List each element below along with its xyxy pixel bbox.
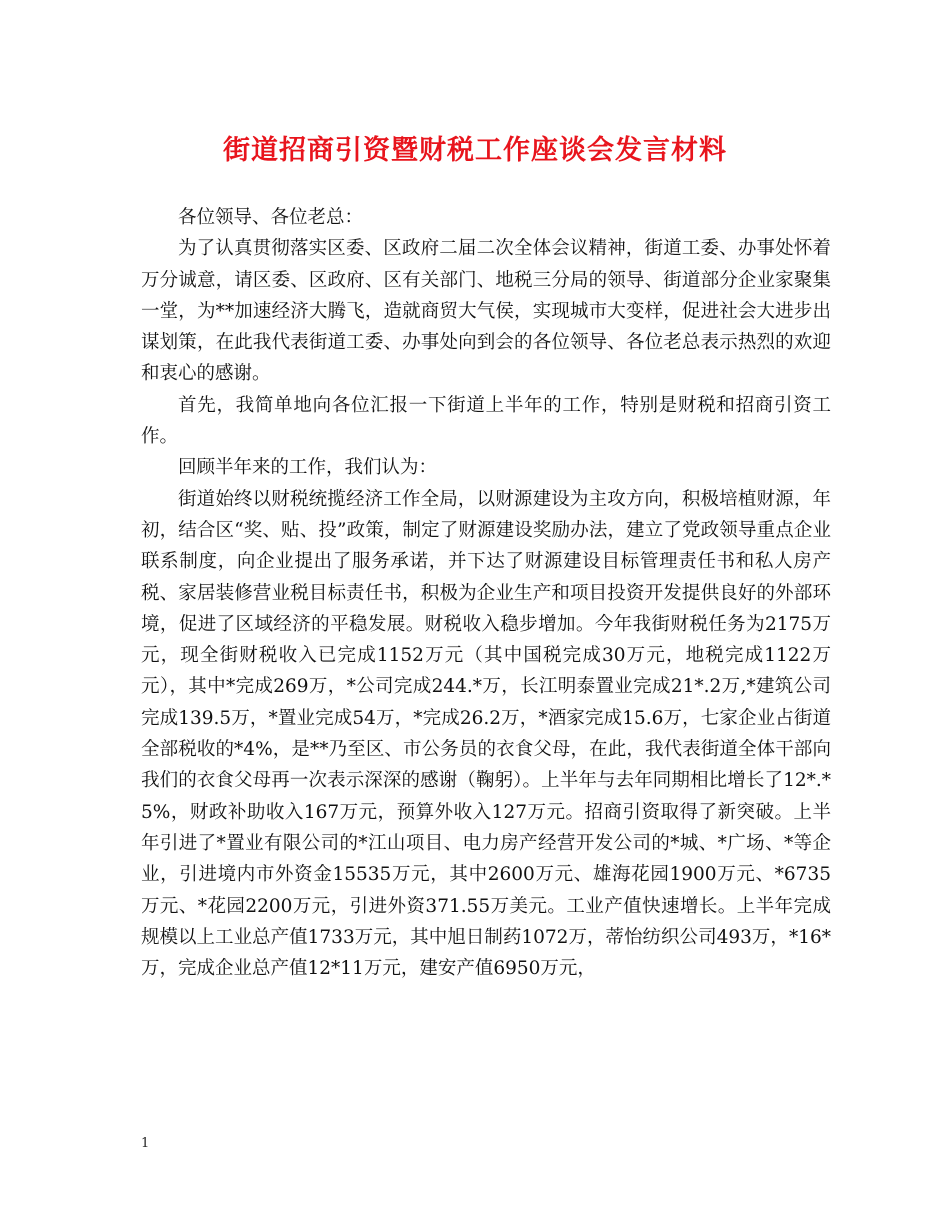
salutation-paragraph: 各位领导、各位老总： — [178, 207, 364, 228]
report-intro-paragraph: 首先，我简单地向各位汇报一下街道上半年的工作，特别是财税和招商引资工作。 — [141, 394, 831, 448]
finance-paragraph: 街道始终以财税统揽经济工作全局，以财源建设为主攻方向，积极培植财源，年初，结合区“奖、贴、投”政策，制定了财源建设奖励办法，建立了党政领导重点企业联系制度，向企业提出了服务承诺，并下达了财源建设目标管理责任书和私人房产税、家居装修营业税目标责任书，积极为企业生产和项目投资开发提供良好的外部环境，促进了区域经济的平稳发展。财税收入稳步增加。今年我街财税任务为2175万元，现全街财税收入已完成1152万元（其中国税完成30万元，地税完成1122万元），其中*完成269万，*公司完成244.*万，长江明泰置业完成21*.2万,*建筑公司完成139.5万，*置业完成54万，*完成26.2万，*酒家完成15.6万，七家企业占街道全部税收的*4%，是**乃至区、市公务员的衣食父母，在此，我代表街道全体干部向我们的衣食父母再一次表示深深的感谢（鞠躬）。上半年与去年同期相比增长了12*.*5%，财政补助收入167万元，预算外收入127万元。招商引资取得了新突破。上半年引进了*置业有限公司的*江山项目、电力房产经营开发公司的*城、*广场、*等企业，引进境内市外资金15535万元，其中2600万元、雄海花园1900万元、*6735万元、*花园2200万元，引进外资371.55万美元。工业产值快速增长。上半年完成规模以上工业总产值1733万元，其中旭日制药1072万，蒂怡纺织公司493万，*16*万，完成企业总产值12*11万元，建安产值6950万元， — [141, 488, 831, 980]
page-number: 1 — [141, 1136, 150, 1151]
opening-paragraph: 为了认真贯彻落实区委、区政府二届二次全体会议精神，街道工委、办事处怀着万分诚意，请区委、区政府、区有关部门、地税三分局的领导、街道部分企业家聚集一堂，为**加速经济大腾飞，造就商贸大气侯，实现城市大变样，促进社会大进步出谋划策，在此我代表街道工委、办事处向到会的各位领导、各位老总表示热烈的欢迎和衷心的感谢。 — [141, 238, 831, 385]
document-title: 街道招商引资暨财税工作座谈会发言材料 — [223, 135, 727, 166]
document-body — [141, 202, 831, 984]
review-paragraph: 回顾半年来的工作，我们认为： — [178, 457, 438, 479]
